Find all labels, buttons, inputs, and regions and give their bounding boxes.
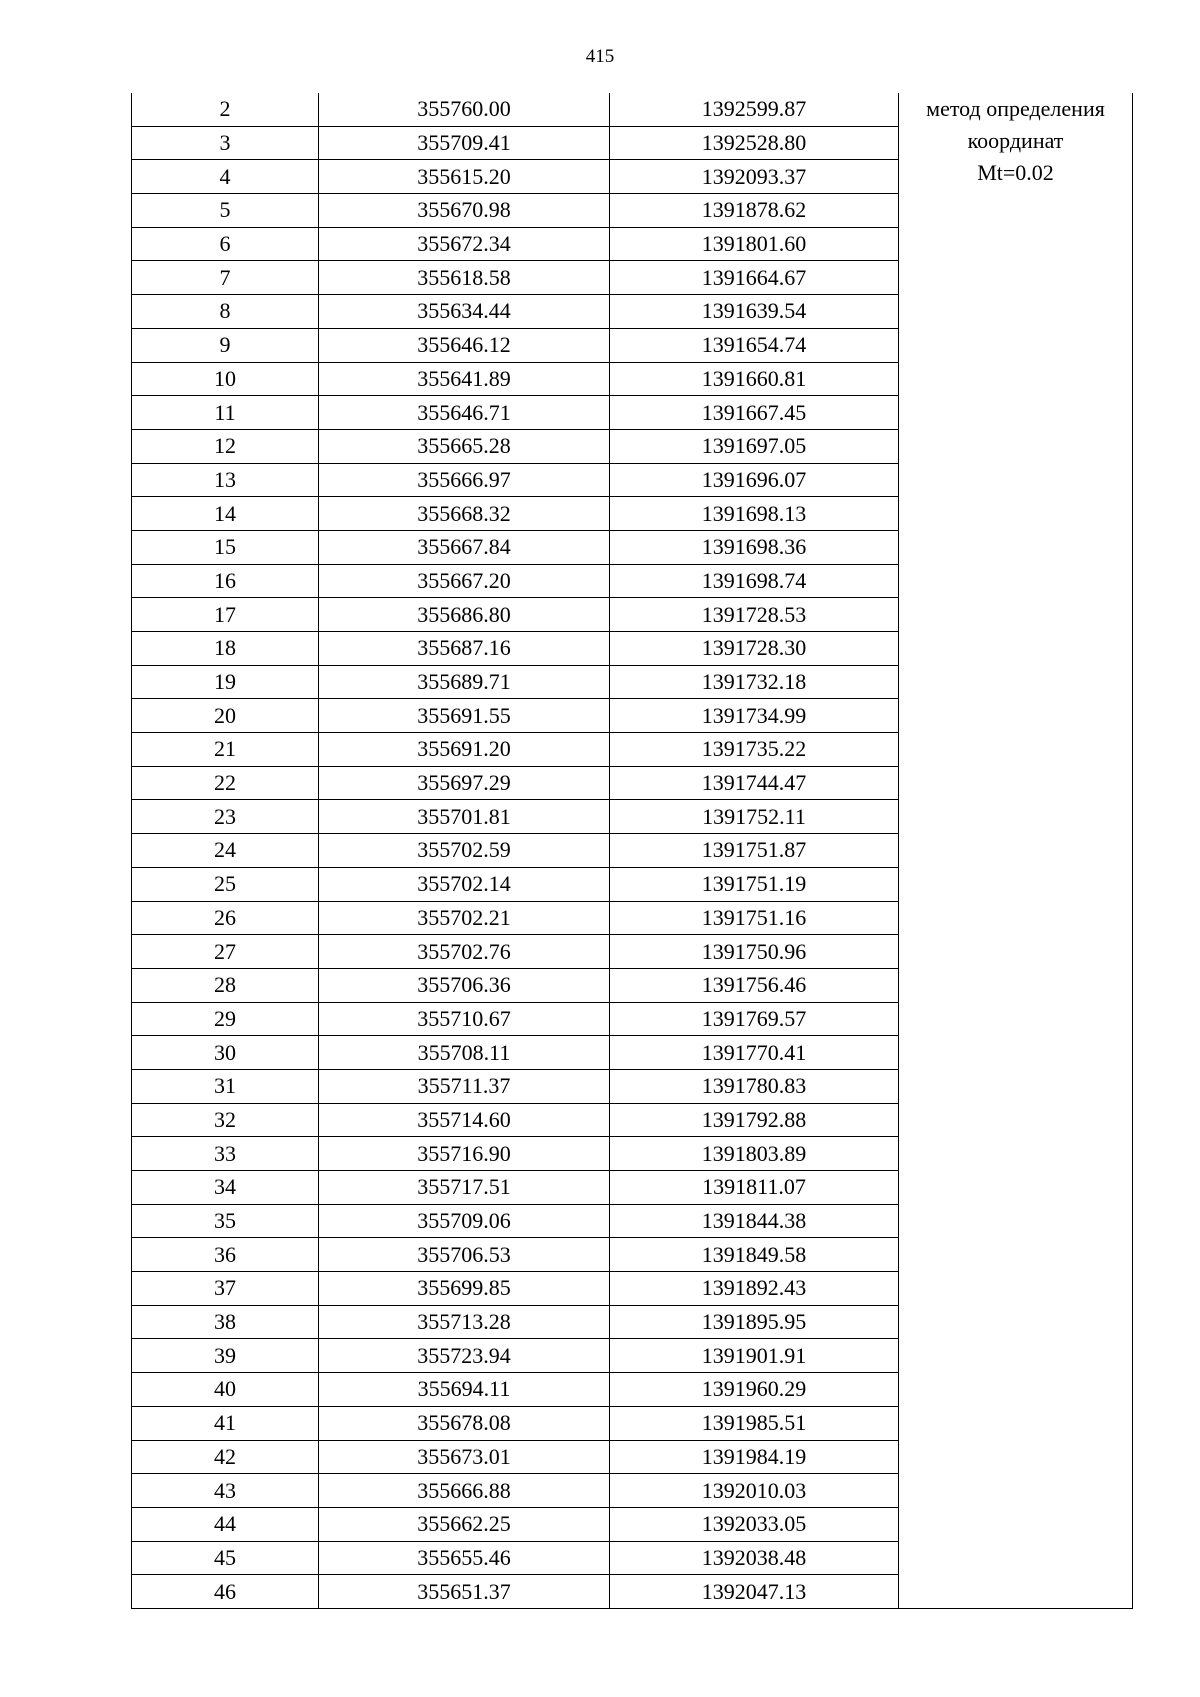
y-coordinate-cell: 1391751.16 <box>610 901 899 935</box>
y-coordinate-cell: 1391696.07 <box>610 463 899 497</box>
y-coordinate-cell: 1391960.29 <box>610 1373 899 1407</box>
y-coordinate-cell: 1391985.51 <box>610 1406 899 1440</box>
y-coordinate-cell: 1391801.60 <box>610 227 899 261</box>
point-number-cell: 31 <box>132 1069 319 1103</box>
point-number-cell: 44 <box>132 1507 319 1541</box>
point-number-cell: 20 <box>132 699 319 733</box>
y-coordinate-cell: 1392047.13 <box>610 1575 899 1609</box>
point-number-cell: 41 <box>132 1406 319 1440</box>
y-coordinate-cell: 1391698.36 <box>610 530 899 564</box>
y-coordinate-cell: 1391728.53 <box>610 598 899 632</box>
point-number-cell: 4 <box>132 160 319 194</box>
coordinates-table-body <box>132 93 1133 1608</box>
x-coordinate-cell: 355691.20 <box>319 733 610 767</box>
y-coordinate-cell: 1391803.89 <box>610 1137 899 1171</box>
x-coordinate-cell: 355686.80 <box>319 598 610 632</box>
x-coordinate-cell: 355666.88 <box>319 1474 610 1508</box>
x-coordinate-cell: 355678.08 <box>319 1406 610 1440</box>
x-coordinate-cell: 355668.32 <box>319 497 610 531</box>
y-coordinate-cell: 1391752.11 <box>610 800 899 834</box>
y-coordinate-cell: 1391770.41 <box>610 1036 899 1070</box>
point-number-cell: 11 <box>132 396 319 430</box>
point-number-cell: 24 <box>132 834 319 868</box>
y-coordinate-cell: 1392033.05 <box>610 1507 899 1541</box>
point-number-cell: 19 <box>132 665 319 699</box>
point-number-cell: 35 <box>132 1204 319 1238</box>
x-coordinate-cell: 355618.58 <box>319 261 610 295</box>
x-coordinate-cell: 355641.89 <box>319 362 610 396</box>
y-coordinate-cell: 1392599.87 <box>610 93 899 126</box>
point-number-cell: 34 <box>132 1171 319 1205</box>
y-coordinate-cell: 1391751.19 <box>610 867 899 901</box>
y-coordinate-cell: 1391732.18 <box>610 665 899 699</box>
y-coordinate-cell: 1391984.19 <box>610 1440 899 1474</box>
x-coordinate-cell: 355655.46 <box>319 1541 610 1575</box>
x-coordinate-cell: 355709.06 <box>319 1204 610 1238</box>
y-coordinate-cell: 1391654.74 <box>610 328 899 362</box>
point-number-cell: 7 <box>132 261 319 295</box>
point-number-cell: 6 <box>132 227 319 261</box>
x-coordinate-cell: 355672.34 <box>319 227 610 261</box>
point-number-cell: 15 <box>132 530 319 564</box>
method-note-line: метод определения <box>926 96 1105 121</box>
x-coordinate-cell: 355702.14 <box>319 867 610 901</box>
point-number-cell: 40 <box>132 1373 319 1407</box>
x-coordinate-cell: 355665.28 <box>319 429 610 463</box>
point-number-cell: 10 <box>132 362 319 396</box>
point-number-cell: 37 <box>132 1272 319 1306</box>
y-coordinate-cell: 1391811.07 <box>610 1171 899 1205</box>
x-coordinate-cell: 355666.97 <box>319 463 610 497</box>
y-coordinate-cell: 1391878.62 <box>610 194 899 228</box>
point-number-cell: 18 <box>132 632 319 666</box>
point-number-cell: 26 <box>132 901 319 935</box>
point-number-cell: 45 <box>132 1541 319 1575</box>
x-coordinate-cell: 355713.28 <box>319 1305 610 1339</box>
x-coordinate-cell: 355667.84 <box>319 530 610 564</box>
point-number-cell: 30 <box>132 1036 319 1070</box>
point-number-cell: 27 <box>132 935 319 969</box>
point-number-cell: 3 <box>132 126 319 160</box>
point-number-cell: 43 <box>132 1474 319 1508</box>
point-number-cell: 25 <box>132 867 319 901</box>
x-coordinate-cell: 355717.51 <box>319 1171 610 1205</box>
y-coordinate-cell: 1391750.96 <box>610 935 899 969</box>
y-coordinate-cell: 1391734.99 <box>610 699 899 733</box>
y-coordinate-cell: 1392010.03 <box>610 1474 899 1508</box>
x-coordinate-cell: 355714.60 <box>319 1103 610 1137</box>
point-number-cell: 21 <box>132 733 319 767</box>
point-number-cell: 22 <box>132 766 319 800</box>
y-coordinate-cell: 1392528.80 <box>610 126 899 160</box>
y-coordinate-cell: 1391660.81 <box>610 362 899 396</box>
x-coordinate-cell: 355723.94 <box>319 1339 610 1373</box>
y-coordinate-cell: 1391756.46 <box>610 968 899 1002</box>
y-coordinate-cell: 1391697.05 <box>610 429 899 463</box>
y-coordinate-cell: 1391667.45 <box>610 396 899 430</box>
y-coordinate-cell: 1391639.54 <box>610 295 899 329</box>
x-coordinate-cell: 355699.85 <box>319 1272 610 1306</box>
x-coordinate-cell: 355691.55 <box>319 699 610 733</box>
point-number-cell: 46 <box>132 1575 319 1609</box>
x-coordinate-cell: 355615.20 <box>319 160 610 194</box>
point-number-cell: 8 <box>132 295 319 329</box>
point-number-cell: 13 <box>132 463 319 497</box>
x-coordinate-cell: 355646.12 <box>319 328 610 362</box>
x-coordinate-cell: 355689.71 <box>319 665 610 699</box>
x-coordinate-cell: 355646.71 <box>319 396 610 430</box>
point-number-cell: 9 <box>132 328 319 362</box>
x-coordinate-cell: 355710.67 <box>319 1002 610 1036</box>
x-coordinate-cell: 355701.81 <box>319 800 610 834</box>
page-number: 415 <box>585 46 615 67</box>
y-coordinate-cell: 1392093.37 <box>610 160 899 194</box>
point-number-cell: 2 <box>132 93 319 126</box>
point-number-cell: 14 <box>132 497 319 531</box>
point-number-cell: 23 <box>132 800 319 834</box>
point-number-cell: 33 <box>132 1137 319 1171</box>
x-coordinate-cell: 355706.36 <box>319 968 610 1002</box>
method-note-line: координат <box>967 128 1064 153</box>
y-coordinate-cell: 1391892.43 <box>610 1272 899 1306</box>
x-coordinate-cell: 355711.37 <box>319 1069 610 1103</box>
y-coordinate-cell: 1391728.30 <box>610 632 899 666</box>
y-coordinate-cell: 1391698.13 <box>610 497 899 531</box>
x-coordinate-cell: 355673.01 <box>319 1440 610 1474</box>
point-number-cell: 39 <box>132 1339 319 1373</box>
x-coordinate-cell: 355702.59 <box>319 834 610 868</box>
x-coordinate-cell: 355667.20 <box>319 564 610 598</box>
y-coordinate-cell: 1391844.38 <box>610 1204 899 1238</box>
y-coordinate-cell: 1391664.67 <box>610 261 899 295</box>
x-coordinate-cell: 355709.41 <box>319 126 610 160</box>
x-coordinate-cell: 355716.90 <box>319 1137 610 1171</box>
y-coordinate-cell: 1391698.74 <box>610 564 899 598</box>
y-coordinate-cell: 1391901.91 <box>610 1339 899 1373</box>
y-coordinate-cell: 1391735.22 <box>610 733 899 767</box>
x-coordinate-cell: 355702.76 <box>319 935 610 969</box>
point-number-cell: 38 <box>132 1305 319 1339</box>
x-coordinate-cell: 355708.11 <box>319 1036 610 1070</box>
point-number-cell: 28 <box>132 968 319 1002</box>
y-coordinate-cell: 1391780.83 <box>610 1069 899 1103</box>
y-coordinate-cell: 1391751.87 <box>610 834 899 868</box>
point-number-cell: 5 <box>132 194 319 228</box>
point-number-cell: 29 <box>132 1002 319 1036</box>
method-note-line: Mt=0.02 <box>977 160 1054 185</box>
x-coordinate-cell: 355702.21 <box>319 901 610 935</box>
coordinates-table <box>131 93 1133 1609</box>
y-coordinate-cell: 1392038.48 <box>610 1541 899 1575</box>
point-number-cell: 36 <box>132 1238 319 1272</box>
x-coordinate-cell: 355670.98 <box>319 194 610 228</box>
y-coordinate-cell: 1391849.58 <box>610 1238 899 1272</box>
y-coordinate-cell: 1391744.47 <box>610 766 899 800</box>
method-note-cell <box>899 93 1133 1608</box>
x-coordinate-cell: 355697.29 <box>319 766 610 800</box>
y-coordinate-cell: 1391895.95 <box>610 1305 899 1339</box>
x-coordinate-cell: 355687.16 <box>319 632 610 666</box>
x-coordinate-cell: 355694.11 <box>319 1373 610 1407</box>
point-number-cell: 42 <box>132 1440 319 1474</box>
point-number-cell: 17 <box>132 598 319 632</box>
point-number-cell: 12 <box>132 429 319 463</box>
x-coordinate-cell: 355634.44 <box>319 295 610 329</box>
point-number-cell: 16 <box>132 564 319 598</box>
x-coordinate-cell: 355651.37 <box>319 1575 610 1609</box>
x-coordinate-cell: 355706.53 <box>319 1238 610 1272</box>
y-coordinate-cell: 1391792.88 <box>610 1103 899 1137</box>
x-coordinate-cell: 355662.25 <box>319 1507 610 1541</box>
y-coordinate-cell: 1391769.57 <box>610 1002 899 1036</box>
table-row <box>132 93 1133 126</box>
x-coordinate-cell: 355760.00 <box>319 93 610 126</box>
point-number-cell: 32 <box>132 1103 319 1137</box>
